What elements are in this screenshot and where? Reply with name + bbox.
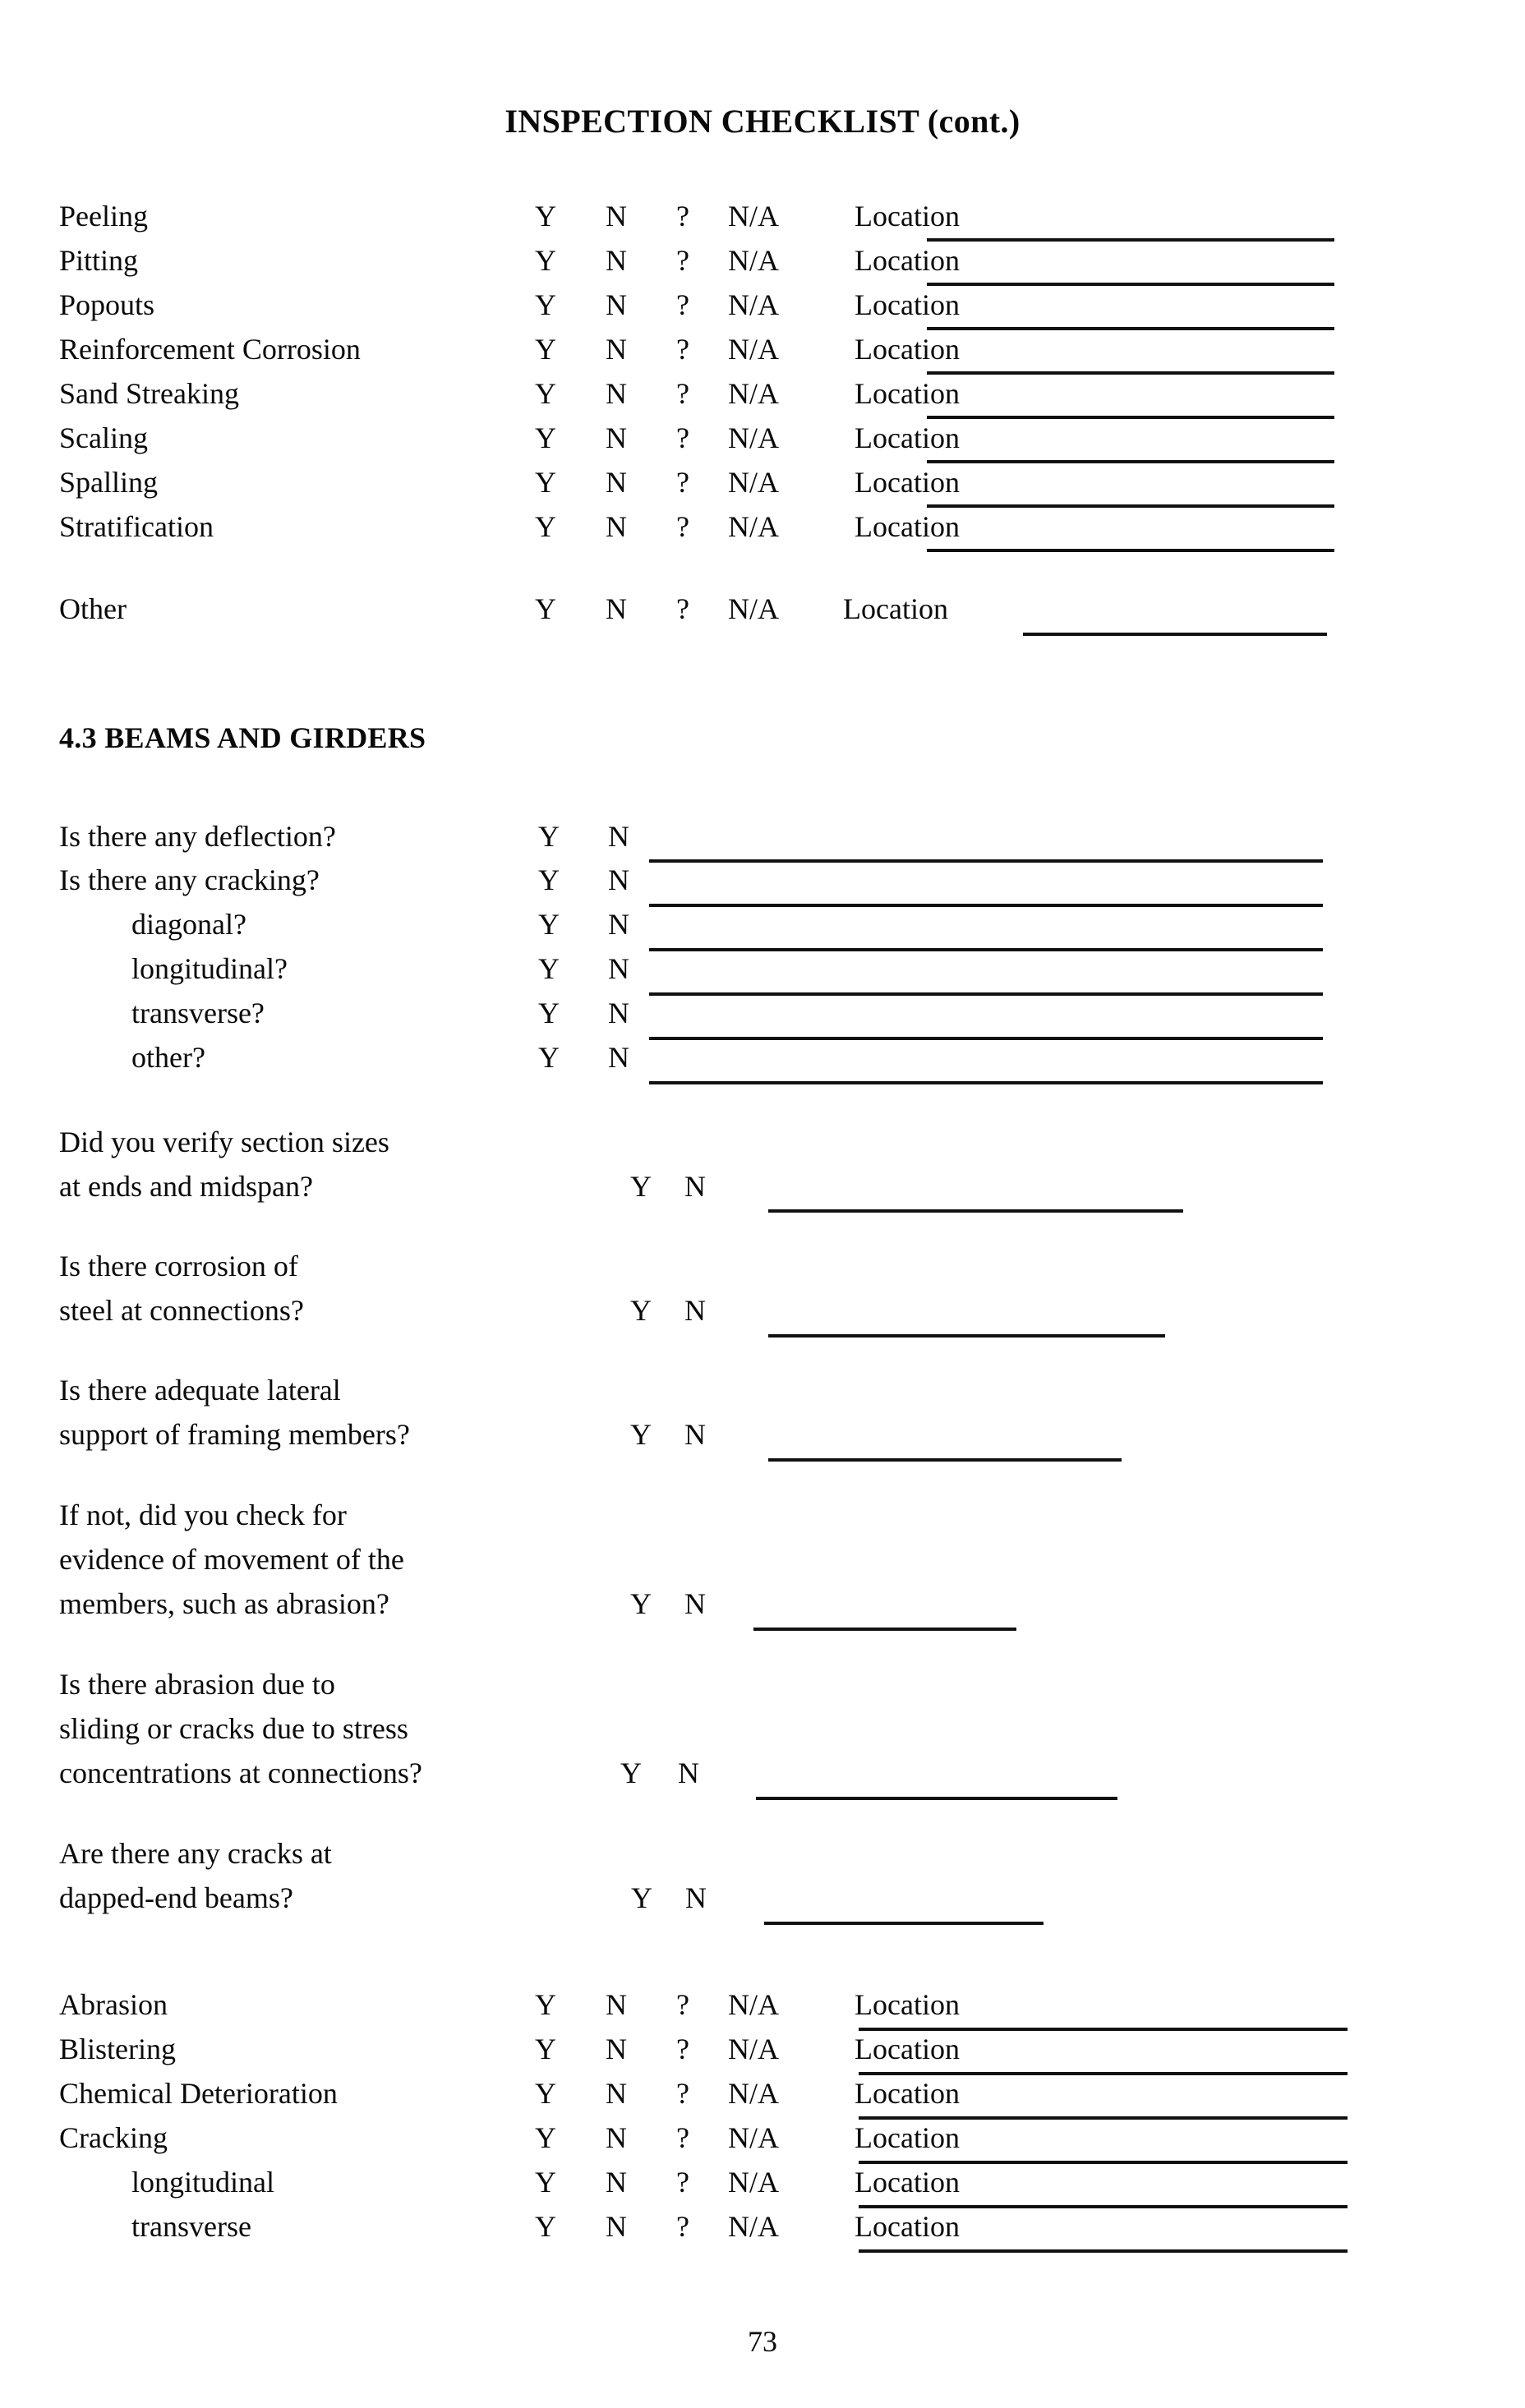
- location-label: Location: [855, 288, 960, 321]
- option-unknown[interactable]: ?: [676, 288, 689, 321]
- option-unknown[interactable]: ?: [676, 2166, 689, 2199]
- answer-write-in-rule[interactable]: [649, 1081, 1323, 1084]
- location-write-in-rule[interactable]: [859, 2028, 1348, 2031]
- option-yes[interactable]: Y: [620, 1757, 642, 1789]
- option-not-applicable[interactable]: N/A: [728, 377, 779, 410]
- location-write-in-rule[interactable]: [927, 416, 1334, 419]
- answer-write-in-rule[interactable]: [764, 1922, 1044, 1925]
- location-write-in-rule[interactable]: [927, 327, 1334, 330]
- option-unknown[interactable]: ?: [676, 2210, 689, 2243]
- option-not-applicable[interactable]: N/A: [728, 2121, 779, 2154]
- option-no[interactable]: N: [606, 2121, 627, 2154]
- option-no[interactable]: N: [606, 2033, 627, 2065]
- option-unknown[interactable]: ?: [676, 2121, 689, 2154]
- option-not-applicable[interactable]: N/A: [728, 2210, 779, 2243]
- option-no[interactable]: N: [606, 377, 627, 410]
- answer-write-in-rule[interactable]: [768, 1334, 1165, 1338]
- option-no[interactable]: N: [606, 333, 627, 366]
- option-unknown[interactable]: ?: [676, 244, 689, 277]
- location-write-in-rule[interactable]: [927, 504, 1334, 508]
- option-yes[interactable]: Y: [535, 200, 556, 233]
- option-unknown[interactable]: ?: [676, 377, 689, 410]
- option-yes[interactable]: Y: [535, 2210, 556, 2243]
- option-yes[interactable]: Y: [538, 863, 560, 896]
- option-not-applicable[interactable]: N/A: [728, 1988, 779, 2021]
- location-write-in-rule[interactable]: [927, 283, 1334, 286]
- question-line: support of framing members?: [59, 1418, 410, 1451]
- option-yes[interactable]: Y: [538, 1041, 560, 1074]
- location-label: Location: [855, 2077, 960, 2110]
- location-write-in-rule[interactable]: [859, 2249, 1348, 2253]
- option-no[interactable]: N: [606, 592, 627, 625]
- option-no[interactable]: N: [608, 1041, 629, 1074]
- option-yes[interactable]: Y: [538, 820, 560, 853]
- answer-write-in-rule[interactable]: [649, 1037, 1323, 1040]
- option-yes[interactable]: Y: [631, 1881, 652, 1914]
- option-yes[interactable]: Y: [630, 1587, 652, 1620]
- option-unknown[interactable]: ?: [676, 2033, 689, 2065]
- question-line: concentrations at connections?: [59, 1757, 422, 1789]
- checklist-item-label: Sand Streaking: [59, 377, 239, 410]
- option-no[interactable]: N: [606, 510, 627, 543]
- location-label: Location: [855, 421, 960, 454]
- option-not-applicable[interactable]: N/A: [728, 333, 779, 366]
- option-not-applicable[interactable]: N/A: [728, 200, 779, 233]
- question-line: Is there corrosion of: [59, 1250, 298, 1282]
- option-no[interactable]: N: [608, 997, 629, 1029]
- location-write-in-rule[interactable]: [927, 371, 1334, 375]
- option-unknown[interactable]: ?: [676, 1988, 689, 2021]
- location-label: Location: [855, 2033, 960, 2065]
- answer-write-in-rule[interactable]: [756, 1797, 1117, 1800]
- question-line: at ends and midspan?: [59, 1170, 313, 1203]
- answer-write-in-rule[interactable]: [768, 1209, 1183, 1213]
- checklist-item-label: Peeling: [59, 200, 148, 233]
- option-yes[interactable]: Y: [535, 2077, 556, 2110]
- question-line: Are there any cracks at: [59, 1837, 332, 1870]
- checklist-item-label: Abrasion: [59, 1988, 168, 2021]
- location-write-in-rule[interactable]: [859, 2116, 1348, 2120]
- location-label: Location: [855, 510, 960, 543]
- option-not-applicable[interactable]: N/A: [728, 510, 779, 543]
- question-line: Is there adequate lateral: [59, 1374, 341, 1407]
- question-line: If not, did you check for: [59, 1499, 347, 1531]
- option-no[interactable]: N: [608, 863, 629, 896]
- option-yes[interactable]: Y: [535, 2166, 556, 2199]
- question-label: diagonal?: [131, 908, 246, 941]
- section-heading-beams-and-girders: 4.3 BEAMS AND GIRDERS: [59, 721, 426, 754]
- option-yes[interactable]: Y: [630, 1170, 652, 1203]
- option-no[interactable]: N: [684, 1170, 706, 1203]
- option-no[interactable]: N: [608, 908, 629, 941]
- location-write-in-rule[interactable]: [859, 2072, 1348, 2075]
- checklist-item-label: Scaling: [59, 421, 148, 454]
- location-label: Location: [855, 377, 960, 410]
- location-label: Location: [855, 244, 960, 277]
- location-write-in-rule[interactable]: [859, 2205, 1348, 2208]
- option-yes[interactable]: Y: [535, 2121, 556, 2154]
- location-label: Location: [855, 2210, 960, 2243]
- answer-write-in-rule[interactable]: [753, 1628, 1016, 1631]
- checklist-item-label-other: Other: [59, 592, 127, 625]
- option-no[interactable]: N: [608, 952, 629, 985]
- option-yes[interactable]: Y: [538, 997, 560, 1029]
- location-write-in-rule[interactable]: [927, 460, 1334, 463]
- checklist-item-label: Pitting: [59, 244, 139, 277]
- option-not-applicable[interactable]: N/A: [728, 288, 779, 321]
- location-label: Location: [855, 2121, 960, 2154]
- option-no[interactable]: N: [684, 1418, 706, 1451]
- option-yes[interactable]: Y: [535, 466, 556, 499]
- answer-write-in-rule[interactable]: [768, 1458, 1122, 1462]
- location-label: Location: [855, 200, 960, 233]
- option-unknown[interactable]: ?: [676, 421, 689, 454]
- page-title: INSPECTION CHECKLIST (cont.): [504, 103, 1021, 140]
- location-label: Location: [855, 466, 960, 499]
- option-no[interactable]: N: [684, 1587, 706, 1620]
- option-yes[interactable]: Y: [630, 1418, 652, 1451]
- option-unknown[interactable]: ?: [676, 510, 689, 543]
- option-no[interactable]: N: [606, 1988, 627, 2021]
- location-label: Location: [855, 333, 960, 366]
- option-unknown[interactable]: ?: [676, 466, 689, 499]
- option-no[interactable]: N: [606, 2166, 627, 2199]
- answer-write-in-rule[interactable]: [649, 992, 1323, 996]
- option-not-applicable[interactable]: N/A: [728, 244, 779, 277]
- option-no[interactable]: N: [684, 1294, 706, 1327]
- option-yes[interactable]: Y: [538, 952, 560, 985]
- option-no[interactable]: N: [606, 466, 627, 499]
- option-unknown[interactable]: ?: [676, 2077, 689, 2110]
- location-label: Location: [855, 1988, 960, 2021]
- option-no[interactable]: N: [606, 244, 627, 277]
- checklist-item-label: Reinforcement Corrosion: [59, 333, 361, 366]
- question-label: longitudinal?: [131, 952, 288, 985]
- location-write-in-rule[interactable]: [927, 549, 1334, 552]
- question-line: Is there abrasion due to: [59, 1668, 335, 1701]
- option-not-applicable[interactable]: N/A: [728, 421, 779, 454]
- question-line: dapped-end beams?: [59, 1881, 293, 1914]
- page-number: 73: [748, 2325, 777, 2358]
- option-unknown[interactable]: ?: [676, 592, 689, 625]
- option-no[interactable]: N: [678, 1757, 699, 1789]
- option-yes[interactable]: Y: [535, 2033, 556, 2065]
- location-write-in-rule[interactable]: [859, 2161, 1348, 2164]
- question-line: Did you verify section sizes: [59, 1126, 389, 1158]
- option-unknown[interactable]: ?: [676, 333, 689, 366]
- option-no[interactable]: N: [606, 200, 627, 233]
- option-yes[interactable]: Y: [538, 908, 560, 941]
- checklist-item-label: Stratification: [59, 510, 214, 543]
- option-yes[interactable]: Y: [535, 333, 556, 366]
- checklist-item-label: Popouts: [59, 288, 155, 321]
- question-line: steel at connections?: [59, 1294, 304, 1327]
- option-not-applicable[interactable]: N/A: [728, 2166, 779, 2199]
- option-yes[interactable]: Y: [535, 244, 556, 277]
- option-no[interactable]: N: [608, 820, 629, 853]
- option-yes[interactable]: Y: [535, 377, 556, 410]
- question-line: members, such as abrasion?: [59, 1587, 389, 1620]
- option-not-applicable[interactable]: N/A: [728, 2077, 779, 2110]
- location-write-in-rule[interactable]: [927, 238, 1334, 242]
- option-yes[interactable]: Y: [535, 1988, 556, 2021]
- option-not-applicable[interactable]: N/A: [728, 2033, 779, 2065]
- option-yes[interactable]: Y: [535, 510, 556, 543]
- option-no[interactable]: N: [606, 2077, 627, 2110]
- option-no[interactable]: N: [685, 1881, 707, 1914]
- option-no[interactable]: N: [606, 2210, 627, 2243]
- option-yes[interactable]: Y: [535, 288, 556, 321]
- checklist-item-label-text: Blistering: [59, 2033, 176, 2065]
- answer-write-in-rule[interactable]: [649, 859, 1323, 863]
- question-label: Is there any cracking?: [59, 863, 320, 896]
- answer-write-in-rule[interactable]: [649, 948, 1323, 951]
- option-yes[interactable]: Y: [535, 592, 556, 625]
- question-label: transverse?: [131, 997, 265, 1029]
- question-label: Is there any deflection?: [59, 820, 336, 853]
- option-yes[interactable]: Y: [535, 421, 556, 454]
- option-unknown[interactable]: ?: [676, 200, 689, 233]
- checklist-item-label: transverse: [131, 2210, 251, 2243]
- option-no[interactable]: N: [606, 421, 627, 454]
- location-label: Location: [843, 592, 948, 625]
- question-line: sliding or cracks due to stress: [59, 1712, 408, 1745]
- question-line: evidence of movement of the: [59, 1543, 404, 1576]
- option-yes[interactable]: Y: [630, 1294, 652, 1327]
- checklist-item-label: Chemical Deterioration: [59, 2077, 338, 2110]
- checklist-item-label: longitudinal: [131, 2166, 274, 2199]
- location-write-in-rule[interactable]: [1023, 633, 1327, 636]
- checklist-item-label: Spalling: [59, 466, 159, 499]
- option-not-applicable[interactable]: N/A: [728, 466, 779, 499]
- option-not-applicable[interactable]: N/A: [728, 592, 779, 625]
- option-no[interactable]: N: [606, 288, 627, 321]
- checklist-item-label: Cracking: [59, 2121, 168, 2154]
- answer-write-in-rule[interactable]: [649, 904, 1323, 907]
- location-label: Location: [855, 2166, 960, 2199]
- question-label: other?: [131, 1041, 205, 1074]
- checklist-item-label: [59, 2034, 176, 2064]
